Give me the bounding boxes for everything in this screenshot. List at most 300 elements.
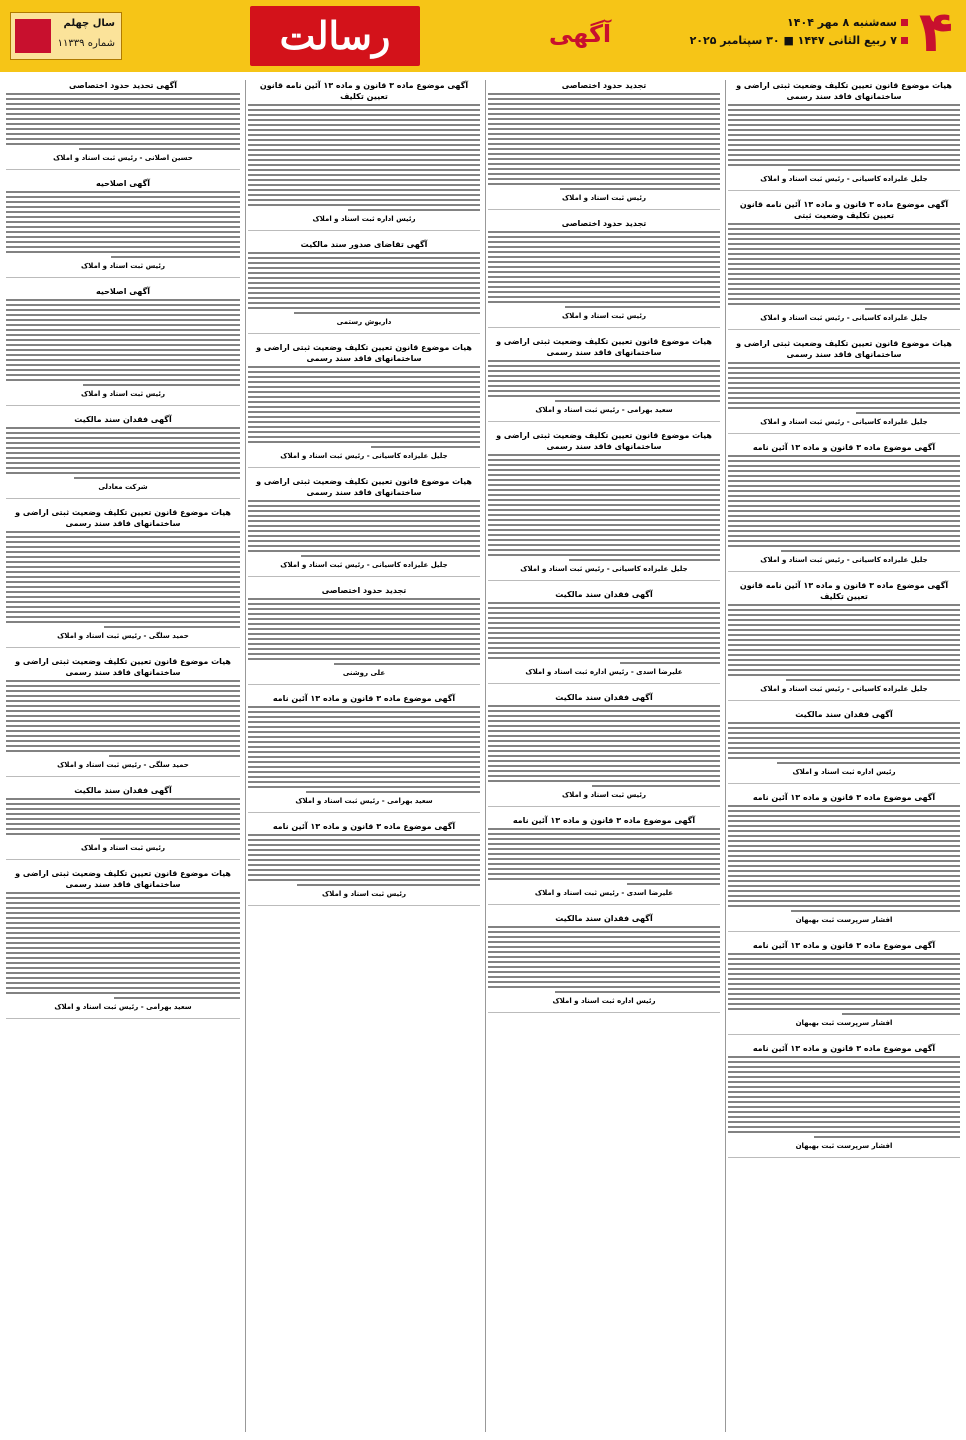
text-line: [620, 662, 720, 664]
text-line: [488, 464, 720, 466]
notice-signature: جلیل علیزاده کاسیانی - رئیس ثبت اسناد و املاک: [760, 685, 928, 693]
text-line: [728, 1008, 960, 1010]
text-line: [6, 927, 240, 929]
text-line: [728, 1131, 960, 1133]
text-line: [728, 820, 960, 822]
text-line: [728, 958, 960, 960]
text-line: [488, 961, 720, 963]
text-line: [248, 751, 480, 753]
text-line: [6, 952, 240, 954]
notice-body-text: [488, 602, 720, 664]
text-line: [777, 762, 960, 764]
text-line: [488, 301, 720, 303]
text-line: [6, 621, 240, 623]
text-line: [488, 98, 720, 100]
text-line: [488, 627, 720, 629]
text-line: [6, 432, 240, 434]
text-line: [248, 104, 480, 106]
text-line: [488, 231, 720, 233]
text-line: [488, 780, 720, 782]
text-line: [488, 843, 720, 845]
text-line: [248, 643, 480, 645]
text-line: [6, 226, 240, 228]
text-line: [488, 838, 720, 840]
text-line: [488, 474, 720, 476]
text-line: [728, 387, 960, 389]
text-line: [488, 730, 720, 732]
text-line: [6, 591, 240, 593]
text-line: [728, 963, 960, 965]
column-2: [488, 80, 720, 1432]
text-line: [6, 379, 240, 381]
text-line: [488, 941, 720, 943]
text-line: [248, 869, 480, 871]
text-line: [248, 746, 480, 748]
text-line: [728, 515, 960, 517]
text-line: [6, 138, 240, 140]
notice-signature: جلیل علیزاده کاسیانی - رئیس ثبت اسناد و املاک: [280, 561, 448, 569]
text-line: [488, 931, 720, 933]
notice-item: [728, 792, 960, 932]
text-line: [728, 1091, 960, 1093]
text-line: [728, 604, 960, 606]
notice-body-text: [6, 299, 240, 386]
text-line: [6, 606, 240, 608]
text-line: [248, 381, 480, 383]
text-line: [488, 123, 720, 125]
notice-title: آگهی موضوع ماده ۳ قانون و ماده ۱۳ آئین نامه: [752, 1044, 936, 1053]
text-line: [6, 349, 240, 351]
text-line: [488, 770, 720, 772]
text-line: [728, 757, 960, 759]
text-line: [728, 1106, 960, 1108]
text-line: [488, 459, 720, 461]
notice-item: [488, 336, 720, 422]
text-line: [728, 500, 960, 502]
text-line: [6, 680, 240, 682]
text-line: [488, 281, 720, 283]
text-line: [488, 286, 720, 288]
notice-item: [248, 585, 480, 685]
notice-body-text: [728, 455, 960, 552]
text-line: [488, 133, 720, 135]
text-line: [728, 900, 960, 902]
text-line: [728, 288, 960, 290]
text-line: [248, 184, 480, 186]
text-line: [569, 559, 720, 561]
text-line: [592, 785, 720, 787]
text-line: [248, 376, 480, 378]
text-line: [728, 263, 960, 265]
text-line: [248, 540, 480, 542]
text-line: [488, 499, 720, 501]
notice-body-text: [728, 1056, 960, 1138]
text-line: [6, 452, 240, 454]
text-line: [728, 293, 960, 295]
notice-title: آگهی موضوع ماده ۳ قانون و ماده ۱۳ آئین نامه قانون تعیین تکلیف: [259, 81, 469, 101]
text-line: [488, 710, 720, 712]
text-line: [6, 206, 240, 208]
text-line: [248, 164, 480, 166]
text-line: [248, 436, 480, 438]
text-line: [248, 608, 480, 610]
text-line: [248, 618, 480, 620]
notice-title: هیات موضوع قانون تعیین تکلیف وضعیت ثبتی اراضی و ساختمانهای فاقد سند رسمی: [496, 431, 712, 451]
text-line: [842, 1013, 960, 1015]
text-line: [6, 611, 240, 613]
notice-signature: افشار سرپرست ثبت بهبهان: [795, 916, 893, 924]
text-line: [488, 617, 720, 619]
text-line: [248, 741, 480, 743]
text-line: [728, 998, 960, 1000]
text-line: [6, 932, 240, 934]
column-1: [728, 80, 960, 1432]
notice-signature: رئیس ثبت اسناد و املاک: [562, 791, 646, 799]
text-line: [6, 962, 240, 964]
text-line: [6, 616, 240, 618]
text-line: [488, 740, 720, 742]
text-line: [488, 878, 720, 880]
text-line: [728, 540, 960, 542]
text-line: [248, 391, 480, 393]
text-line: [555, 400, 720, 402]
text-line: [488, 514, 720, 516]
text-line: [791, 910, 960, 912]
notice-signature: رئیس ثبت اسناد و املاک: [322, 890, 406, 898]
text-line: [488, 956, 720, 958]
text-line: [488, 760, 720, 762]
text-line: [728, 639, 960, 641]
text-line: [488, 360, 720, 362]
text-line: [6, 437, 240, 439]
notice-item: [488, 430, 720, 581]
text-line: [6, 196, 240, 198]
text-line: [728, 855, 960, 857]
text-line: [248, 864, 480, 866]
text-line: [248, 282, 480, 284]
notice-item: [488, 913, 720, 1013]
text-line: [865, 308, 960, 310]
text-line: [6, 566, 240, 568]
notice-title: آگهی فقدان سند مالکیت: [795, 710, 893, 719]
text-line: [728, 1071, 960, 1073]
text-line: [248, 844, 480, 846]
masthead: [0, 0, 966, 72]
text-line: [728, 624, 960, 626]
text-line: [248, 628, 480, 630]
notice-item: [248, 821, 480, 906]
text-line: [728, 124, 960, 126]
text-line: [728, 845, 960, 847]
notice-signature: افشار سرپرست ثبت بهبهان: [795, 1019, 893, 1027]
text-line: [728, 367, 960, 369]
notice-title: آگهی تقاضای صدور سند مالکیت: [300, 240, 428, 249]
text-line: [728, 805, 960, 807]
notice-item: [488, 218, 720, 328]
text-line: [728, 993, 960, 995]
text-line: [488, 873, 720, 875]
text-line: [6, 947, 240, 949]
text-line: [488, 484, 720, 486]
text-line: [728, 1121, 960, 1123]
text-line: [248, 134, 480, 136]
text-line: [79, 148, 240, 150]
text-line: [488, 720, 720, 722]
notice-item: [248, 239, 480, 334]
text-line: [488, 128, 720, 130]
text-line: [488, 828, 720, 830]
text-line: [488, 652, 720, 654]
text-line: [728, 953, 960, 955]
text-line: [488, 113, 720, 115]
text-line: [248, 159, 480, 161]
text-line: [488, 966, 720, 968]
text-line: [728, 248, 960, 250]
text-line: [6, 818, 240, 820]
text-line: [6, 123, 240, 125]
text-line: [6, 531, 240, 533]
text-line: [488, 183, 720, 185]
text-line: [728, 510, 960, 512]
notice-item: [248, 693, 480, 813]
text-line: [728, 114, 960, 116]
text-line: [488, 178, 720, 180]
text-line: [248, 262, 480, 264]
text-line: [6, 236, 240, 238]
date-block: [689, 14, 908, 50]
text-line: [6, 314, 240, 316]
text-line: [728, 732, 960, 734]
bullet-icon: [901, 19, 908, 26]
text-line: [248, 292, 480, 294]
text-line: [6, 98, 240, 100]
text-line: [248, 736, 480, 738]
text-line: [6, 462, 240, 464]
text-line: [248, 781, 480, 783]
text-line: [488, 489, 720, 491]
notice-body-text: [248, 104, 480, 211]
text-line: [248, 139, 480, 141]
text-line: [6, 967, 240, 969]
text-line: [488, 291, 720, 293]
text-line: [728, 1116, 960, 1118]
text-line: [488, 454, 720, 456]
text-line: [488, 612, 720, 614]
text-line: [488, 632, 720, 634]
text-line: [488, 534, 720, 536]
text-line: [6, 912, 240, 914]
text-line: [728, 885, 960, 887]
notice-item: [728, 580, 960, 701]
notice-body-text: [488, 828, 720, 885]
notice-title: آگهی فقدان سند مالکیت: [74, 415, 172, 424]
text-line: [728, 144, 960, 146]
text-line: [488, 981, 720, 983]
text-line: [728, 1096, 960, 1098]
text-line: [728, 978, 960, 980]
notice-title: هیات موضوع قانون تعیین تکلیف وضعیت ثبتی اراضی و ساختمانهای فاقد سند رسمی: [256, 343, 472, 363]
bullet-icon: [901, 37, 908, 44]
text-line: [488, 261, 720, 263]
text-line: [114, 997, 240, 999]
text-line: [728, 382, 960, 384]
text-line: [104, 626, 240, 628]
text-line: [6, 907, 240, 909]
text-line: [6, 231, 240, 233]
text-line: [6, 808, 240, 810]
text-line: [728, 870, 960, 872]
text-line: [6, 467, 240, 469]
text-line: [6, 334, 240, 336]
notice-title: آگهی فقدان سند مالکیت: [555, 590, 653, 599]
text-line: [6, 977, 240, 979]
text-line: [728, 880, 960, 882]
text-line: [488, 725, 720, 727]
column-divider: [245, 80, 246, 1432]
notice-body-text: [248, 834, 480, 886]
text-line: [488, 524, 720, 526]
text-line: [248, 371, 480, 373]
text-line: [488, 833, 720, 835]
newspaper-logo: [250, 6, 420, 66]
text-line: [728, 303, 960, 305]
notice-title: آگهی فقدان سند مالکیت: [555, 914, 653, 923]
text-line: [6, 551, 240, 553]
text-line: [488, 256, 720, 258]
notice-item: [488, 815, 720, 905]
text-line: [488, 365, 720, 367]
text-line: [6, 447, 240, 449]
text-line: [248, 776, 480, 778]
notice-item: [6, 414, 240, 499]
notice-title: آگهی تحدید حدود اختصاصی: [68, 81, 178, 90]
text-line: [488, 554, 720, 556]
notice-title: آگهی موضوع ماده ۳ قانون و ماده ۱۳ آئین نامه قانون تعیین تکلیف وضعیت ثبتی: [739, 200, 949, 220]
notice-signature: رئیس ثبت اسناد و املاک: [562, 312, 646, 320]
text-line: [728, 654, 960, 656]
text-line: [488, 163, 720, 165]
text-line: [6, 536, 240, 538]
text-line: [728, 139, 960, 141]
text-line: [488, 529, 720, 531]
text-line: [6, 937, 240, 939]
notice-title: آگهی اصلاحیه: [96, 287, 150, 296]
notice-body-text: [728, 104, 960, 171]
text-line: [100, 838, 240, 840]
notice-title: تجدید حدود اختصاصی: [561, 219, 647, 228]
text-line: [248, 638, 480, 640]
notice-signature: رئیس ثبت اسناد و املاک: [81, 390, 165, 398]
text-line: [728, 669, 960, 671]
text-line: [488, 153, 720, 155]
text-line: [728, 722, 960, 724]
text-line: [728, 865, 960, 867]
text-line: [6, 892, 240, 894]
notice-item: [6, 507, 240, 648]
text-line: [248, 623, 480, 625]
text-line: [488, 103, 720, 105]
text-line: [728, 372, 960, 374]
text-line: [786, 679, 960, 681]
text-line: [248, 786, 480, 788]
notice-item: [6, 178, 240, 278]
text-line: [248, 510, 480, 512]
notice-body-text: [248, 500, 480, 557]
text-line: [248, 648, 480, 650]
text-line: [6, 745, 240, 747]
text-line: [248, 874, 480, 876]
text-line: [297, 884, 480, 886]
text-line: [74, 477, 240, 479]
text-line: [728, 258, 960, 260]
text-line: [488, 266, 720, 268]
text-line: [248, 839, 480, 841]
text-line: [6, 581, 240, 583]
notice-title: تجدید حدود اختصاصی: [321, 586, 407, 595]
notice-item: [728, 709, 960, 784]
text-line: [248, 386, 480, 388]
text-line: [488, 236, 720, 238]
text-line: [6, 103, 240, 105]
text-line: [6, 690, 240, 692]
text-line: [728, 890, 960, 892]
text-line: [6, 750, 240, 752]
notice-body-text: [488, 926, 720, 993]
notice-item: [728, 338, 960, 434]
text-line: [248, 257, 480, 259]
text-line: [6, 828, 240, 830]
text-line: [728, 1076, 960, 1078]
text-line: [728, 875, 960, 877]
text-line: [6, 324, 240, 326]
column-divider: [485, 80, 486, 1432]
text-line: [248, 706, 480, 708]
notice-item: [6, 785, 240, 860]
text-line: [728, 1126, 960, 1128]
text-line: [488, 246, 720, 248]
text-line: [6, 556, 240, 558]
text-line: [6, 803, 240, 805]
text-line: [728, 283, 960, 285]
notice-body-text: [488, 454, 720, 561]
text-line: [728, 1111, 960, 1113]
notice-item: [488, 589, 720, 684]
text-line: [6, 541, 240, 543]
text-line: [728, 614, 960, 616]
notice-title: آگهی موضوع ماده ۳ قانون و ماده ۱۳ آئین نامه: [272, 822, 456, 831]
text-line: [728, 609, 960, 611]
text-line: [248, 287, 480, 289]
notice-title: هیات موضوع قانون تعیین تکلیف وضعیت ثبتی اراضی و ساختمانهای فاقد سند رسمی: [736, 339, 952, 359]
notice-body-text: [728, 362, 960, 414]
text-line: [728, 1003, 960, 1005]
text-line: [6, 720, 240, 722]
text-line: [488, 118, 720, 120]
text-line: [728, 649, 960, 651]
text-line: [728, 810, 960, 812]
text-line: [488, 241, 720, 243]
text-line: [728, 490, 960, 492]
text-line: [728, 830, 960, 832]
text-line: [6, 992, 240, 994]
text-line: [728, 149, 960, 151]
text-line: [248, 179, 480, 181]
text-line: [728, 129, 960, 131]
text-line: [728, 465, 960, 467]
text-line: [6, 586, 240, 588]
text-line: [248, 174, 480, 176]
text-line: [6, 309, 240, 311]
